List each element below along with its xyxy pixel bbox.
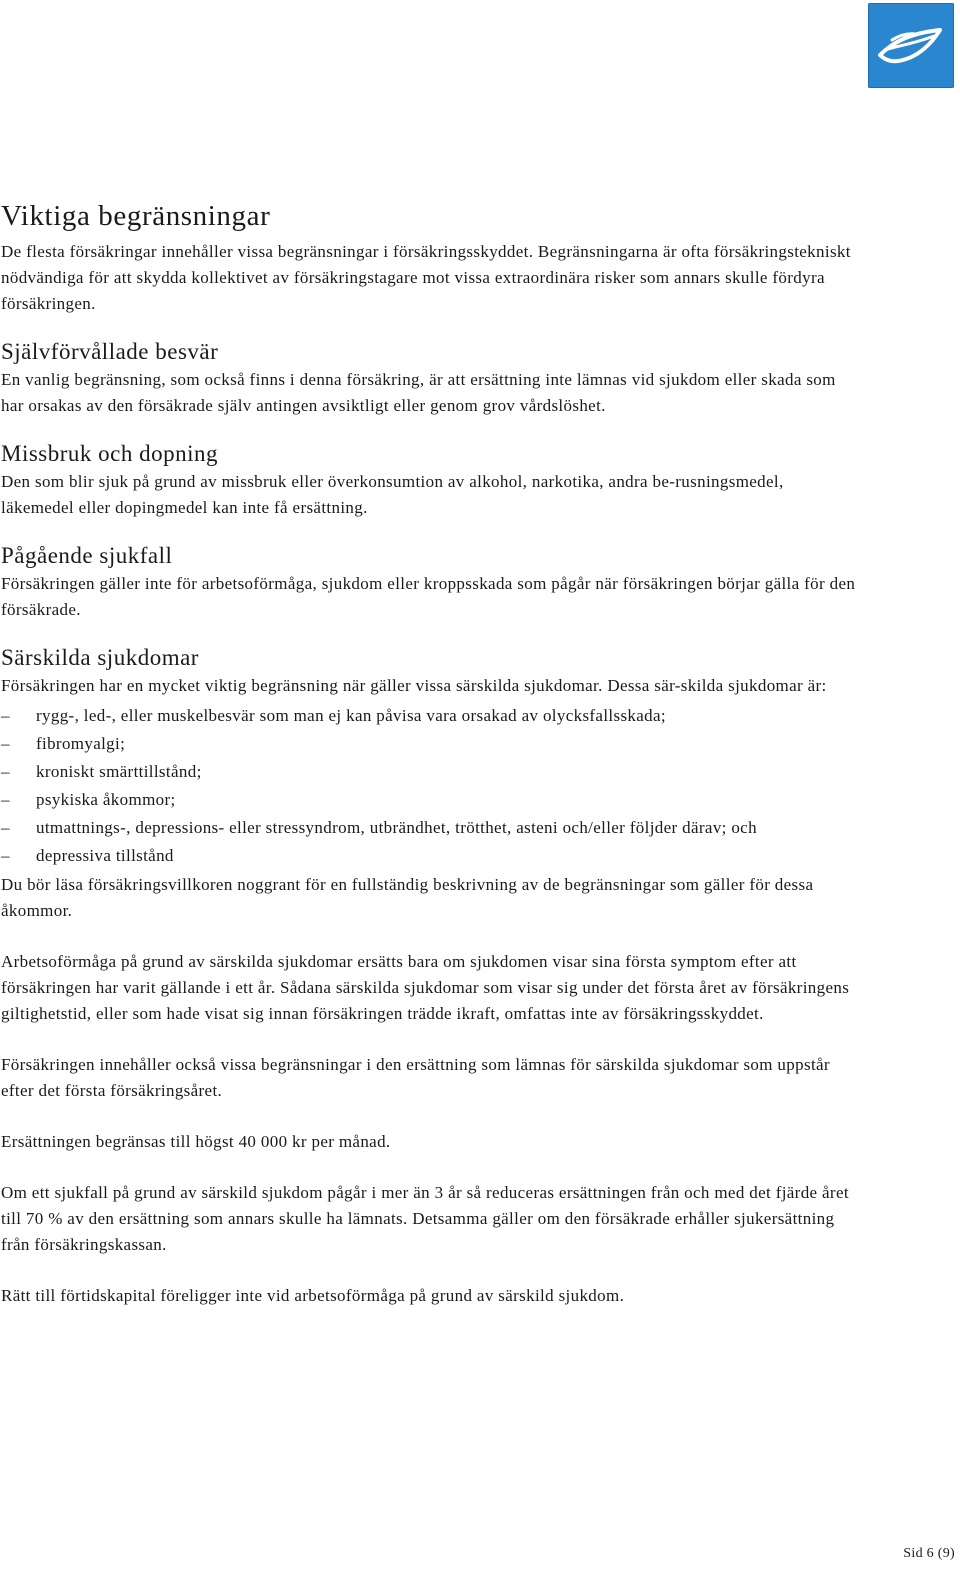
list-marker: – — [1, 818, 10, 837]
list-item: – rygg-, led-, eller muskelbesvär som man ej kan påvisa vara orsakad av olycksfallsskada; — [1, 706, 666, 725]
body-paragraph: Arbetsoförmåga på grund av särskilda sjukdomar ersätts bara om sjukdomen visar sina första symptom efter att försäkringen har varit gällande i ett år. Sådana särskilda sjukdomar som visar sig under det första året av försäkringens giltighetstid, eller som hade visat sig innan försäkringen trädde ikraft, omfattas inte av försäkringsskyddet. — [1, 952, 850, 1023]
section-heading: Pågående sjukfall — [1, 543, 173, 568]
lips-logo-icon — [868, 3, 954, 88]
body-paragraph: Du bör läsa försäkringsvillkoren noggrant för en fullständig beskrivning av de begränsningar som gäller för dessa åkommor. — [1, 875, 814, 920]
list-marker: – — [1, 762, 10, 781]
list-item: – kroniskt smärttillstånd; — [1, 762, 202, 781]
page-number: Sid 6 (9) — [903, 1546, 955, 1561]
section-text: Den som blir sjuk på grund av missbruk eller överkonsumtion av alkohol, narkotika, andra be-rusningsmedel, läkemedel eller dopingmedel kan inte få ersättning. — [1, 472, 784, 517]
section-text: En vanlig begränsning, som också finns i denna försäkring, är att ersättning inte lämnas vid sjukdom eller skada som har orsakas av den försäkrade själv antingen avsiktligt eller genom grov vårdslöshet. — [1, 370, 836, 415]
list-marker: – — [1, 846, 10, 865]
list-item: – utmattnings-, depressions- eller stressyndrom, utbrändhet, trötthet, asteni och/eller följder därav; och — [1, 818, 757, 837]
section-heading: Självförvållade besvär — [1, 339, 219, 364]
company-logo — [868, 3, 954, 88]
body-paragraph: Försäkringen innehåller också vissa begränsningar i den ersättning som lämnas för särskilda sjukdomar som uppstår efter det första försäkringsåret. — [1, 1055, 830, 1100]
section-text: Försäkringen har en mycket viktig begränsning när gäller vissa särskilda sjukdomar. Dessa sär-skilda sjukdomar är: — [1, 676, 827, 695]
list-item: – fibromyalgi; — [1, 734, 126, 753]
body-paragraph: Ersättningen begränsas till högst 40 000 kr per månad. — [1, 1132, 391, 1151]
intro-paragraph: De flesta försäkringar innehåller vissa begränsningar i försäkringsskyddet. Begränsningarna är ofta försäkringstekniskt nödvändiga för att skydda kollektivet av försäkringstagare mot vissa extraordinära risker som annars skulle fördyra försäkringen. — [1, 242, 851, 313]
section-heading: Särskilda sjukdomar — [1, 645, 199, 670]
body-paragraph: Om ett sjukfall på grund av särskild sjukdom pågår i mer än 3 år så reduceras ersättningen från och med det fjärde året till 70 % av den ersättning som annars skulle ha lämnats. Detsamma gäller om den försäkrade erhåller sjukersättning från försäkringskassan. — [1, 1183, 849, 1254]
list-item: – depressiva tillstånd — [1, 846, 174, 865]
document-body — [1, 196, 861, 1334]
list-marker: – — [1, 790, 10, 809]
section-text: Försäkringen gäller inte för arbetsoförmåga, sjukdom eller kroppsskada som pågår när försäkringen börjar gälla för den försäkrade. — [1, 574, 856, 619]
page-title: Viktiga begränsningar — [1, 200, 271, 232]
body-paragraph: Rätt till förtidskapital föreligger inte vid arbetsoförmåga på grund av särskild sjukdom. — [1, 1286, 625, 1305]
list-item: – psykiska åkommor; — [1, 790, 176, 809]
illness-list — [1, 704, 861, 867]
list-marker: – — [1, 706, 10, 725]
list-marker: – — [1, 734, 10, 753]
section-heading: Missbruk och dopning — [1, 441, 218, 466]
